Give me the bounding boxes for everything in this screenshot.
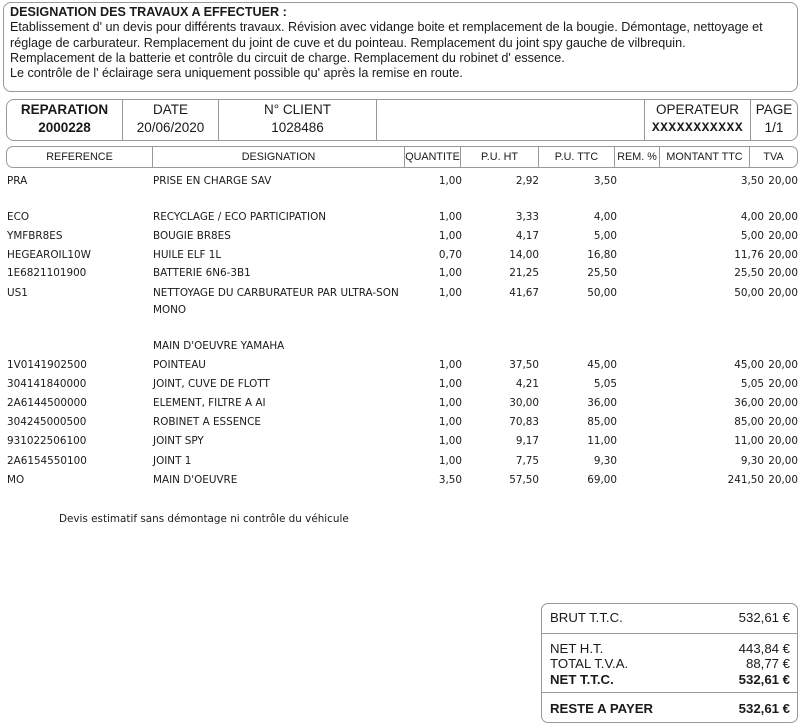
row-reference: MO (7, 474, 25, 486)
operateur-value: XXXXXXXXXXX (651, 120, 744, 135)
table-row (0, 415, 812, 433)
row-unit-price-ht: 70,83 (509, 416, 539, 428)
row-unit-price-ht: 21,25 (509, 267, 539, 279)
row-designation: BOUGIE BR8ES (153, 230, 231, 242)
net-ttc-value: 532,61 € (738, 672, 790, 687)
row-reference: PRA (7, 175, 28, 187)
table-row (0, 248, 812, 266)
net-ht-value: 443,84 € (738, 641, 790, 656)
row-reference: 2A6154550100 (7, 455, 87, 467)
row-amount-ttc: 5,00 (740, 230, 764, 242)
row-tva: 20,00 (768, 455, 798, 467)
row-designation: RECYCLAGE / ECO PARTICIPATION (153, 211, 327, 223)
col-reference: REFERENCE (7, 147, 153, 167)
row-amount-ttc: 5,05 (740, 378, 764, 390)
table-row (0, 358, 812, 376)
row-tva: 20,00 (768, 211, 798, 223)
row-tva: 20,00 (768, 416, 798, 428)
total-tva-label: TOTAL T.V.A. (550, 656, 629, 671)
row-quantity: 1,00 (438, 378, 462, 390)
brut-ttc-label: BRUT T.T.C. (550, 610, 623, 625)
header-blank-cell (377, 100, 645, 140)
row-unit-price-ht: 30,00 (509, 397, 539, 409)
row-unit-price-ttc: 5,00 (593, 230, 617, 242)
row-unit-price-ht: 4,21 (515, 378, 539, 390)
brut-ttc-value: 532,61 € (738, 610, 790, 625)
row-unit-price-ht: 2,92 (515, 175, 539, 187)
operateur-label: OPERATEUR (655, 102, 739, 117)
col-pu-ht: P.U. HT (461, 147, 539, 167)
row-amount-ttc: 50,00 (734, 287, 764, 299)
row-unit-price-ttc: 5,05 (593, 378, 617, 390)
totals-divider (542, 633, 797, 634)
row-amount-ttc: 45,00 (734, 359, 764, 371)
row-quantity: 3,50 (438, 474, 462, 486)
client-label: N° CLIENT (264, 102, 331, 117)
row-reference: 1V0141902500 (7, 359, 87, 371)
row-unit-price-ttc: 85,00 (587, 416, 617, 428)
work-description-line: Remplacement de la batterie et contrôle du circuit de charge. Remplacement du robinet d' essence. (10, 50, 565, 65)
row-tva: 20,00 (768, 474, 798, 486)
row-amount-ttc: 241,50 (727, 474, 764, 486)
row-unit-price-ttc: 25,50 (587, 267, 617, 279)
work-description-line: Etablissement d' un devis pour différents travaux. Révision avec vidange boite et remplacement de la bougie. Démontage, nettoyage et (10, 20, 763, 35)
row-designation: BATTERIE 6N6-3B1 (153, 267, 251, 279)
table-row (0, 434, 812, 452)
work-description-line: réglage de carburateur. Remplacement du joint de cuve et du pointeau. Remplacement du joint spy gauche de vilbrequin. (10, 35, 686, 50)
page-number: 1/1 (764, 120, 784, 135)
col-quantite: QUANTITE (405, 147, 461, 167)
totals-box (541, 603, 798, 723)
row-tva: 20,00 (768, 175, 798, 187)
row-tva: 20,00 (768, 287, 798, 299)
row-designation: PRISE EN CHARGE SAV (153, 175, 272, 187)
row-quantity: 0,70 (438, 249, 462, 261)
row-designation: ROBINET A ESSENCE (153, 416, 261, 428)
row-reference: HEGEAROIL10W (7, 249, 91, 261)
date-label: DATE (152, 102, 188, 117)
table-row (0, 210, 812, 228)
row-quantity: 1,00 (438, 397, 462, 409)
brut-ttc-row (550, 610, 790, 625)
row-unit-price-ht: 7,75 (515, 455, 539, 467)
row-reference: ECO (7, 211, 29, 223)
row-unit-price-ht: 4,17 (515, 230, 539, 242)
row-unit-price-ht: 9,17 (515, 435, 539, 447)
row-tva: 20,00 (768, 249, 798, 261)
reparation-cell (7, 100, 123, 140)
row-quantity: 1,00 (438, 175, 462, 187)
table-row (0, 454, 812, 472)
row-quantity: 1,00 (438, 230, 462, 242)
col-tva: TVA (763, 151, 784, 163)
row-designation: MONO (153, 304, 187, 316)
row-unit-price-ttc: 50,00 (587, 287, 617, 299)
row-designation: JOINT, CUVE DE FLOTT (153, 378, 270, 390)
table-row (0, 286, 812, 304)
row-unit-price-ttc: 69,00 (587, 474, 617, 486)
col-remise: REM. % (615, 147, 660, 167)
row-unit-price-ttc: 3,50 (593, 175, 617, 187)
row-unit-price-ttc: 4,00 (593, 211, 617, 223)
date-cell (123, 100, 219, 140)
reste-a-payer-label: RESTE A PAYER (550, 701, 654, 716)
document-header (6, 99, 798, 141)
client-number: 1028486 (271, 120, 324, 135)
reste-a-payer-row (550, 701, 790, 716)
reste-a-payer-value: 532,61 € (738, 701, 790, 716)
row-amount-ttc: 85,00 (734, 416, 764, 428)
table-row-continuation (0, 303, 812, 321)
row-unit-price-ttc: 16,80 (587, 249, 617, 261)
row-quantity: 1,00 (438, 359, 462, 371)
row-tva: 20,00 (768, 267, 798, 279)
row-quantity: 1,00 (438, 287, 462, 299)
row-quantity: 1,00 (438, 455, 462, 467)
row-tva: 20,00 (768, 378, 798, 390)
col-designation: DESIGNATION (153, 147, 405, 167)
reparation-label: REPARATION (20, 102, 109, 117)
row-amount-ttc: 11,00 (734, 435, 764, 447)
row-quantity: 1,00 (438, 435, 462, 447)
row-reference: 304245000500 (7, 416, 87, 428)
row-amount-ttc: 3,50 (740, 175, 764, 187)
date-value: 20/06/2020 (136, 120, 205, 135)
row-amount-ttc: 9,30 (740, 455, 764, 467)
table-row (0, 174, 812, 192)
row-unit-price-ttc: 9,30 (593, 455, 617, 467)
row-reference: YMFBR8ES (7, 230, 63, 242)
client-cell (219, 100, 377, 140)
net-ttc-row (550, 672, 790, 687)
row-designation: JOINT SPY (153, 435, 204, 447)
row-reference: US1 (7, 287, 28, 299)
row-unit-price-ht: 14,00 (509, 249, 539, 261)
row-unit-price-ht: 3,33 (515, 211, 539, 223)
work-description-line: Le contrôle de l' éclairage sera uniquement possible qu' après la remise en route. (10, 66, 463, 81)
table-row (0, 266, 812, 284)
col-montant-ttc: MONTANT TTC (660, 147, 750, 167)
row-unit-price-ht: 37,50 (509, 359, 539, 371)
row-unit-price-ttc: 11,00 (587, 435, 617, 447)
row-designation: NETTOYAGE DU CARBURATEUR PAR ULTRA-SON (153, 287, 399, 299)
col-pu-ttc: P.U. TTC (539, 147, 615, 167)
row-amount-ttc: 4,00 (740, 211, 764, 223)
work-description-title: DESIGNATION DES TRAVAUX A EFFECTUER : (10, 5, 287, 19)
row-quantity: 1,00 (438, 211, 462, 223)
section-heading-row (0, 339, 812, 357)
row-reference: 2A6144500000 (7, 397, 87, 409)
operateur-cell (645, 100, 751, 140)
row-tva: 20,00 (768, 435, 798, 447)
table-row (0, 396, 812, 414)
estimate-note: Devis estimatif sans démontage ni contrôle du véhicule (59, 513, 349, 525)
page-label: PAGE (755, 102, 793, 117)
row-tva: 20,00 (768, 397, 798, 409)
row-designation: POINTEAU (153, 359, 206, 371)
row-unit-price-ht: 57,50 (509, 474, 539, 486)
work-description-box (3, 2, 798, 92)
net-ht-label: NET H.T. (550, 641, 604, 656)
table-row (0, 229, 812, 247)
page-cell (751, 100, 797, 140)
row-designation: JOINT 1 (153, 455, 192, 467)
row-tva: 20,00 (768, 230, 798, 242)
table-column-headers (6, 146, 798, 168)
row-amount-ttc: 36,00 (734, 397, 764, 409)
row-quantity: 1,00 (438, 267, 462, 279)
row-tva: 20,00 (768, 359, 798, 371)
row-unit-price-ttc: 36,00 (587, 397, 617, 409)
totals-divider (542, 692, 797, 693)
row-amount-ttc: 25,50 (734, 267, 764, 279)
total-tva-value: 88,77 € (746, 656, 790, 671)
row-quantity: 1,00 (438, 416, 462, 428)
row-reference: 1E6821101900 (7, 267, 87, 279)
row-unit-price-ttc: 45,00 (587, 359, 617, 371)
row-designation: ELEMENT, FILTRE A AI (153, 397, 266, 409)
table-row (0, 377, 812, 395)
table-row (0, 473, 812, 491)
section-heading: MAIN D'OEUVRE YAMAHA (153, 340, 285, 352)
row-designation: HUILE ELF 1L (153, 249, 222, 261)
row-amount-ttc: 11,76 (734, 249, 764, 261)
total-tva-row (550, 656, 790, 671)
row-designation: MAIN D'OEUVRE (153, 474, 238, 486)
row-reference: 304141840000 (7, 378, 87, 390)
net-ht-row (550, 641, 790, 656)
net-ttc-label: NET T.T.C. (550, 672, 614, 687)
row-unit-price-ht: 41,67 (509, 287, 539, 299)
reparation-number: 2000228 (38, 120, 91, 135)
row-reference: 931022506100 (7, 435, 87, 447)
